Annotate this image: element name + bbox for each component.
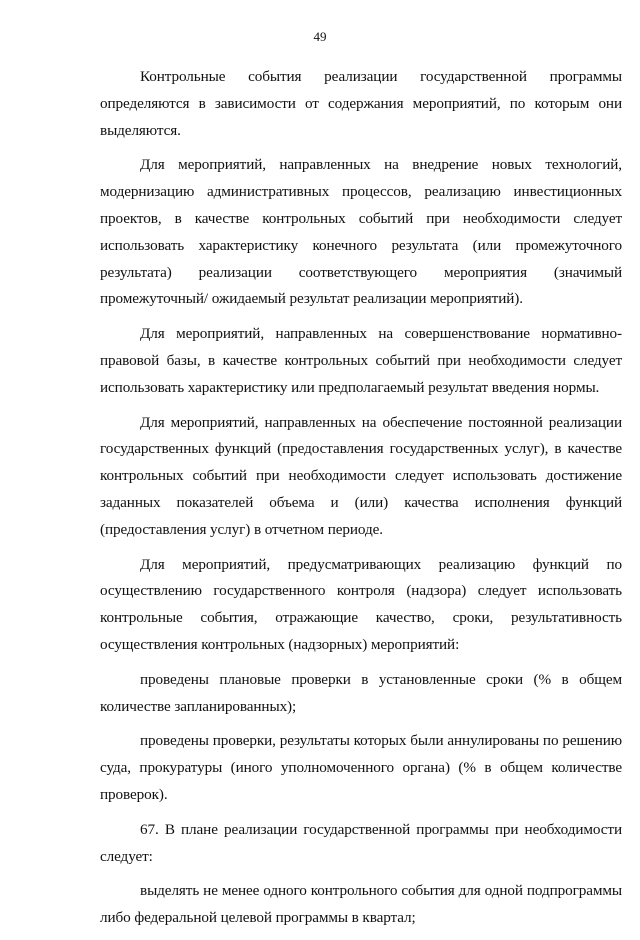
paragraph-annulled-inspections: проведены проверки, результаты которых были аннулированы по решению суда, прокуратуры (иного уполномоченного органа) (% в общем количестве проверок).: [100, 732, 622, 803]
paragraph-item-67: 67. В плане реализации государственной программы при необходимости следует:: [100, 820, 622, 865]
paragraph-quarterly-event: выделять не менее одного контрольного события для одной подпрограммы либо федеральной целевой программы в квартал;: [100, 882, 622, 927]
paragraph-new-technologies: Для мероприятий, направленных на внедрение новых технологий, модернизацию административных процессов, реализацию инвестиционных проектов, в качестве контрольных событий при необходимости следует использовать характеристику конечного результата (или промежуточного результата) реализации соответствующего мероприятия (значимый промежуточный/ ожидаемый результат реализации мероприятий).: [100, 156, 622, 308]
paragraph-state-control: Для мероприятий, предусматривающих реализацию функций по осуществлению государственного контроля (надзора) следует использовать контрольные события, отражающие качество, сроки, результативность осуществления контрольных (надзорных) мероприятий:: [100, 555, 622, 653]
document-body: [100, 64, 622, 940]
page-number: 49: [313, 29, 327, 44]
paragraph-planned-inspections: проведены плановые проверки в установленные сроки (% в общем количестве запланированных);: [100, 670, 622, 715]
paragraph-state-functions: Для мероприятий, направленных на обеспечение постоянной реализации государственных функций (предоставления государственных услуг), в качестве контрольных событий при необходимости следует использовать достижение заданных показателей объема и (или) качества исполнения функций (предоставления услуг) в отчетном периоде.: [100, 413, 622, 538]
paragraph-regulatory-base: Для мероприятий, направленных на совершенствование нормативно-правовой базы, в качестве контрольных событий при необходимости следует использовать характеристику или предполагаемый результат введения нормы.: [100, 325, 622, 396]
paragraph-control-events-intro: Контрольные события реализации государственной программы определяются в зависимости от содержания мероприятий, по которым они выделяются.: [100, 68, 622, 139]
